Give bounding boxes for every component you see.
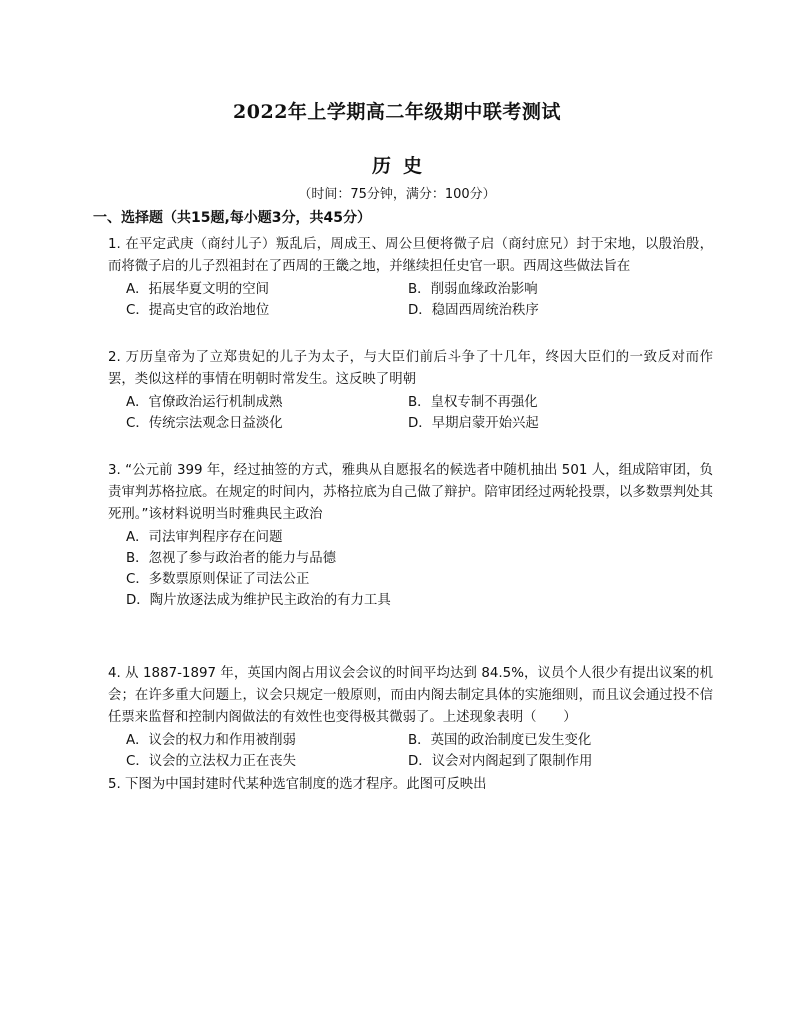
exam-title: 2022年上学期高二年级期中联考测试: [233, 101, 561, 123]
question-2-option-d: D．早期启蒙开始兴起: [408, 416, 539, 431]
question-1-option-d: D．稳固西周统治秩序: [408, 303, 539, 318]
question-4-option-d: D．议会对内阁起到了限制作用: [408, 754, 593, 769]
question-3-option-c: C．多数票原则保证了司法公正: [126, 572, 310, 587]
question-1: [108, 234, 713, 321]
question-1-stem: 1. 在平定武庚（商纣儿子）叛乱后，周成王、周公旦便将微子启（商纣庶兄）封于宋地，以殷治殷，而将微子启的儿子烈祖封在了西周的王畿之地，并继续担任史官一职。西周这些做法旨在: [108, 237, 713, 274]
question-2-option-b: B．皇权专制不再强化: [408, 395, 538, 410]
question-1-options: [108, 279, 713, 321]
question-4-stem: 4. 从 1887-1897 年，英国内阁占用议会会议的时间平均达到 84.5%，议员个人很少有提出议案的机会；在许多重大问题上，议会只规定一般原则，而由内阁去制定具体的实施细则，而且议会通过投不信任票来监督和控制内阁做法的有效性也变得极其微弱了。上述现象表明: [108, 666, 713, 725]
question-4-stem-wrap: [108, 663, 713, 729]
subject-title: 历史: [371, 155, 434, 177]
question-3-option-a: A．司法审判程序存在问题: [126, 530, 283, 545]
question-3-option-d: D．陶片放逐法成为维护民主政治的有力工具: [126, 593, 391, 608]
question-5: [108, 774, 713, 796]
question-2-options: [108, 392, 713, 434]
question-3-option-b: B．忽视了参与政治者的能力与品德: [126, 551, 337, 566]
question-4-options: [108, 730, 713, 772]
question-1-option-a: A．拓展华夏文明的空间: [126, 282, 270, 297]
question-1-option-b: B．削弱血缘政治影响: [408, 282, 538, 297]
section-heading-multiple-choice: 一、选择题（共15题,每小题3分，共45分）: [93, 210, 372, 226]
question-2-stem: 2. 万历皇帝为了立郑贵妃的儿子为太子，与大臣们前后斗争了十几年，终因大臣们的一致反对而作罢，类似这样的事情在明朝时常发生。这反映了明朝: [108, 350, 713, 387]
question-2-option-a: A．官僚政治运行机制成熟: [126, 395, 283, 410]
question-3-options: [108, 527, 713, 611]
question-5-stem: 5. 下图为中国封建时代某种选官制度的选才程序。此图可反映出: [108, 777, 487, 792]
question-3-stem: 3. “公元前 399 年，经过抽签的方式，雅典从自愿报名的候选者中随机抽出 501 人，组成陪审团，负责审判苏格拉底。在规定的时间内，苏格拉底为自己做了辩护。陪审团经过两轮投票，以多数票判处其死刑。”该材料说明当时雅典民主政治: [108, 463, 713, 522]
question-4: [108, 663, 713, 772]
question-1-option-c: C．提高史官的政治地位: [126, 303, 270, 318]
question-2-option-c: C．传统宗法观念日益淡化: [126, 416, 283, 431]
question-4-answer-paren: （ ）: [523, 710, 577, 725]
question-4-option-c: C．议会的立法权力正在丧失: [126, 754, 297, 769]
question-2: [108, 347, 713, 434]
question-3: [108, 460, 713, 611]
question-4-option-a: A．议会的权力和作用被削弱: [126, 733, 296, 748]
exam-time-score-info: （时间：75分钟，满分：100分）: [298, 187, 496, 202]
question-4-option-b: B．英国的政治制度已发生变化: [408, 733, 592, 748]
